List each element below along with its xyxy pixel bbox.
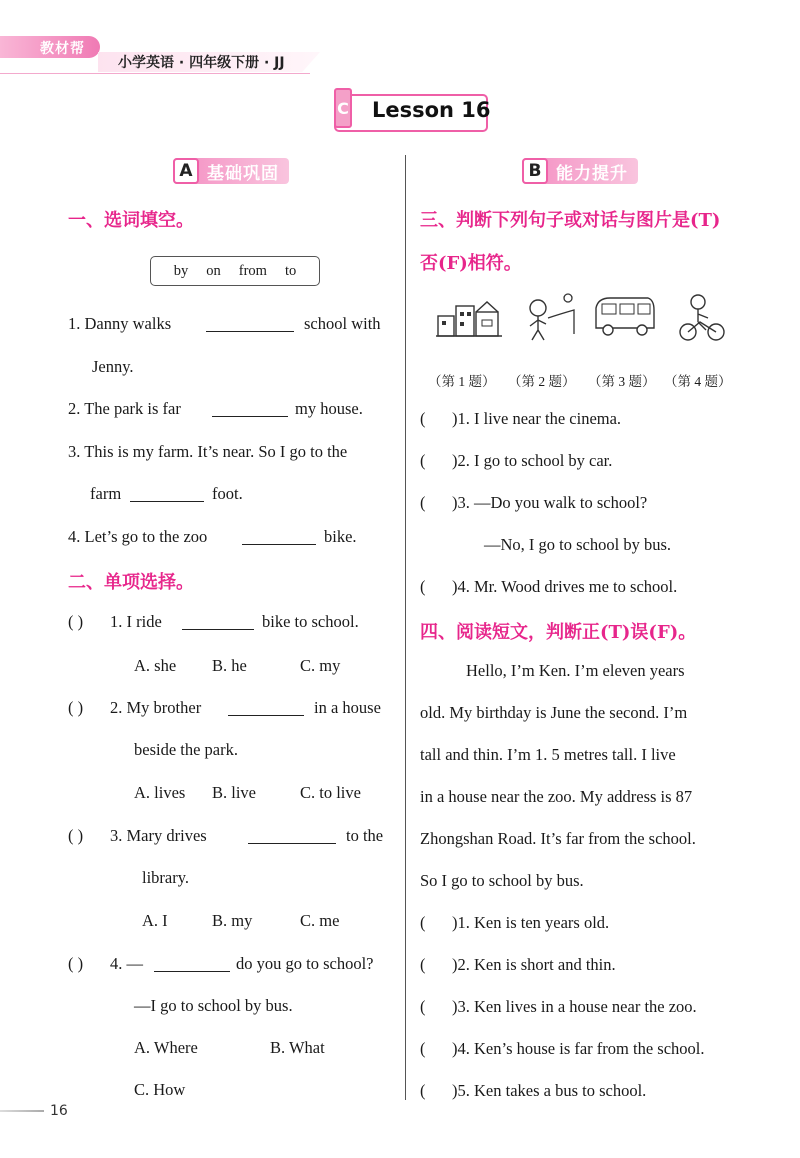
choice-q1-opt[interactable]: A. she xyxy=(134,656,177,675)
tf-paren[interactable]: ( xyxy=(420,451,426,470)
tf-paren[interactable]: ( xyxy=(420,409,426,428)
passage-line: tall and thin. I’m 1. 5 metres tall. I live xyxy=(420,745,676,764)
part2-heading: 二、单项选择。 xyxy=(68,572,194,593)
judge-paren[interactable]: ( xyxy=(420,997,426,1016)
judge-paren[interactable]: ( xyxy=(420,913,426,932)
choice-q2-blank[interactable] xyxy=(228,700,304,716)
boy-walking-picture xyxy=(516,290,578,342)
section-a-label: 基础巩固 xyxy=(207,163,279,184)
choice-q1-opt[interactable]: B. he xyxy=(212,656,247,675)
section-a-badge xyxy=(173,158,289,184)
passage-line: in a house near the zoo. My address is 87 xyxy=(420,787,693,806)
fill-q2: 2. The park is far xyxy=(68,399,181,418)
section-b-label: 能力提升 xyxy=(556,163,628,184)
tf-paren[interactable]: ( xyxy=(420,577,426,596)
fill-q2-tail: my house. xyxy=(295,399,363,418)
choice-q2-opt[interactable]: B. live xyxy=(212,783,256,802)
car-picture xyxy=(592,294,658,340)
choice-q1-opt[interactable]: C. my xyxy=(300,656,341,675)
choice-q1-paren[interactable]: ( ) xyxy=(68,612,84,631)
judge-statement-5: )5. Ken takes a bus to school. xyxy=(452,1081,647,1100)
choice-q2-paren[interactable]: ( ) xyxy=(68,698,84,717)
part3-heading: 三、判断下列句子或对话与图片是(T) xyxy=(420,210,721,231)
choice-q2-stem: 2. My brother xyxy=(110,698,202,717)
section-a-letter: A xyxy=(173,158,199,184)
judge-statement-1: )1. Ken is ten years old. xyxy=(452,913,610,932)
fill-q1-text: 1. Danny walks xyxy=(68,314,172,333)
lesson-tab-icon: C xyxy=(334,88,352,128)
choice-q4-stem: 4. — xyxy=(110,954,143,973)
fill-q2-blank[interactable] xyxy=(212,401,288,417)
choice-q4-blank[interactable] xyxy=(154,956,230,972)
page-number: 16 xyxy=(50,1103,68,1119)
choice-q3-stem: 3. Mary drives xyxy=(110,826,207,845)
choice-q3-opt[interactable]: C. me xyxy=(300,911,340,930)
tf-statement-2: )2. I go to school by car. xyxy=(452,451,613,470)
choice-q2-opt[interactable]: C. to live xyxy=(300,783,361,802)
word-bank-item: on xyxy=(206,262,221,279)
choice-q2-opt[interactable]: A. lives xyxy=(134,783,186,802)
choice-q2-tail: in a house xyxy=(314,698,381,717)
section-b-letter: B xyxy=(522,158,548,184)
passage-line: Hello, I’m Ken. I’m eleven years xyxy=(466,661,685,680)
fill-q3: 3. This is my farm. It’s near. So I go to the xyxy=(68,442,348,461)
choice-q3-opt[interactable]: B. my xyxy=(212,911,253,930)
fill-q1-tail: school with xyxy=(304,314,381,333)
word-bank-item: to xyxy=(284,262,297,279)
section-b-badge xyxy=(522,158,638,184)
choice-q4-opt[interactable]: C. How xyxy=(134,1080,186,1099)
judge-paren[interactable]: ( xyxy=(420,955,426,974)
lesson-title: Lesson 16 xyxy=(372,98,491,122)
choice-q4-tail: do you go to school? xyxy=(236,954,374,973)
picture-caption: （第 4 题） xyxy=(664,374,732,389)
fill-q4-tail: bike. xyxy=(324,527,357,546)
choice-q4-opt[interactable]: A. Where xyxy=(134,1038,198,1057)
bike-picture xyxy=(678,292,726,342)
fill-q1-cont: Jenny. xyxy=(92,357,134,376)
tf-statement-4: )4. Mr. Wood drives me to school. xyxy=(452,577,678,596)
choice-q2-cont: beside the park. xyxy=(134,740,239,759)
fill-q3-blank[interactable] xyxy=(130,486,204,502)
judge-paren[interactable]: ( xyxy=(420,1081,426,1100)
judge-statement-3: )3. Ken lives in a house near the zoo. xyxy=(452,997,697,1016)
fill-q3-cont: farm xyxy=(90,484,122,503)
choice-q4-cont: —I go to school by bus. xyxy=(134,996,293,1015)
judge-statement-4: )4. Ken’s house is far from the school. xyxy=(452,1039,705,1058)
fill-q4: 4. Let’s go to the zoo xyxy=(68,527,208,546)
part3-heading-cont: 否(F)相符。 xyxy=(420,253,522,274)
choice-q1-tail: bike to school. xyxy=(262,612,359,631)
word-bank xyxy=(150,256,320,286)
judge-statement-2: )2. Ken is short and thin. xyxy=(452,955,616,974)
fill-q3-tail: foot. xyxy=(212,484,243,503)
page-number-rule xyxy=(0,1110,44,1112)
choice-q4-opt[interactable]: B. What xyxy=(270,1038,325,1057)
passage-line: So I go to school by bus. xyxy=(420,871,584,890)
column-divider xyxy=(405,155,406,1100)
choice-q1-blank[interactable] xyxy=(182,614,254,630)
passage-line: Zhongshan Road. It’s far from the school. xyxy=(420,829,696,848)
tf-statement-3: )3. —Do you walk to school? xyxy=(452,493,648,512)
tf-paren[interactable]: ( xyxy=(420,493,426,512)
tf-statement-3-reply: —No, I go to school by bus. xyxy=(484,535,671,554)
buildings-picture xyxy=(436,296,502,340)
choice-q3-cont: library. xyxy=(142,868,190,887)
choice-q3-blank[interactable] xyxy=(248,828,336,844)
header-rule xyxy=(0,73,310,74)
picture-caption: （第 2 题） xyxy=(508,374,576,389)
choice-q1-stem: 1. I ride xyxy=(110,612,162,631)
choice-q3-paren[interactable]: ( ) xyxy=(68,826,84,845)
judge-paren[interactable]: ( xyxy=(420,1039,426,1058)
part1-heading: 一、选词填空。 xyxy=(68,210,194,231)
passage-line: old. My birthday is June the second. I’m xyxy=(420,703,688,722)
choice-q3-opt[interactable]: A. I xyxy=(142,911,168,930)
fill-q1-blank[interactable] xyxy=(206,316,294,332)
brand-label: 教材帮 xyxy=(40,41,85,57)
word-bank-item: from xyxy=(238,262,267,279)
picture-caption: （第 1 题） xyxy=(428,374,496,389)
word-bank-item: by xyxy=(173,262,189,279)
picture-caption: （第 3 题） xyxy=(588,374,656,389)
choice-q4-paren[interactable]: ( ) xyxy=(68,954,84,973)
choice-q3-tail: to the xyxy=(346,826,384,845)
fill-q4-blank[interactable] xyxy=(242,529,316,545)
part4-heading: 四、阅读短文，判断正(T)误(F)。 xyxy=(420,622,697,643)
tf-statement-1: )1. I live near the cinema. xyxy=(452,409,622,428)
fill-q1 xyxy=(68,313,171,335)
book-title: 小学英语 · 四年级下册 · JJ xyxy=(118,55,285,71)
